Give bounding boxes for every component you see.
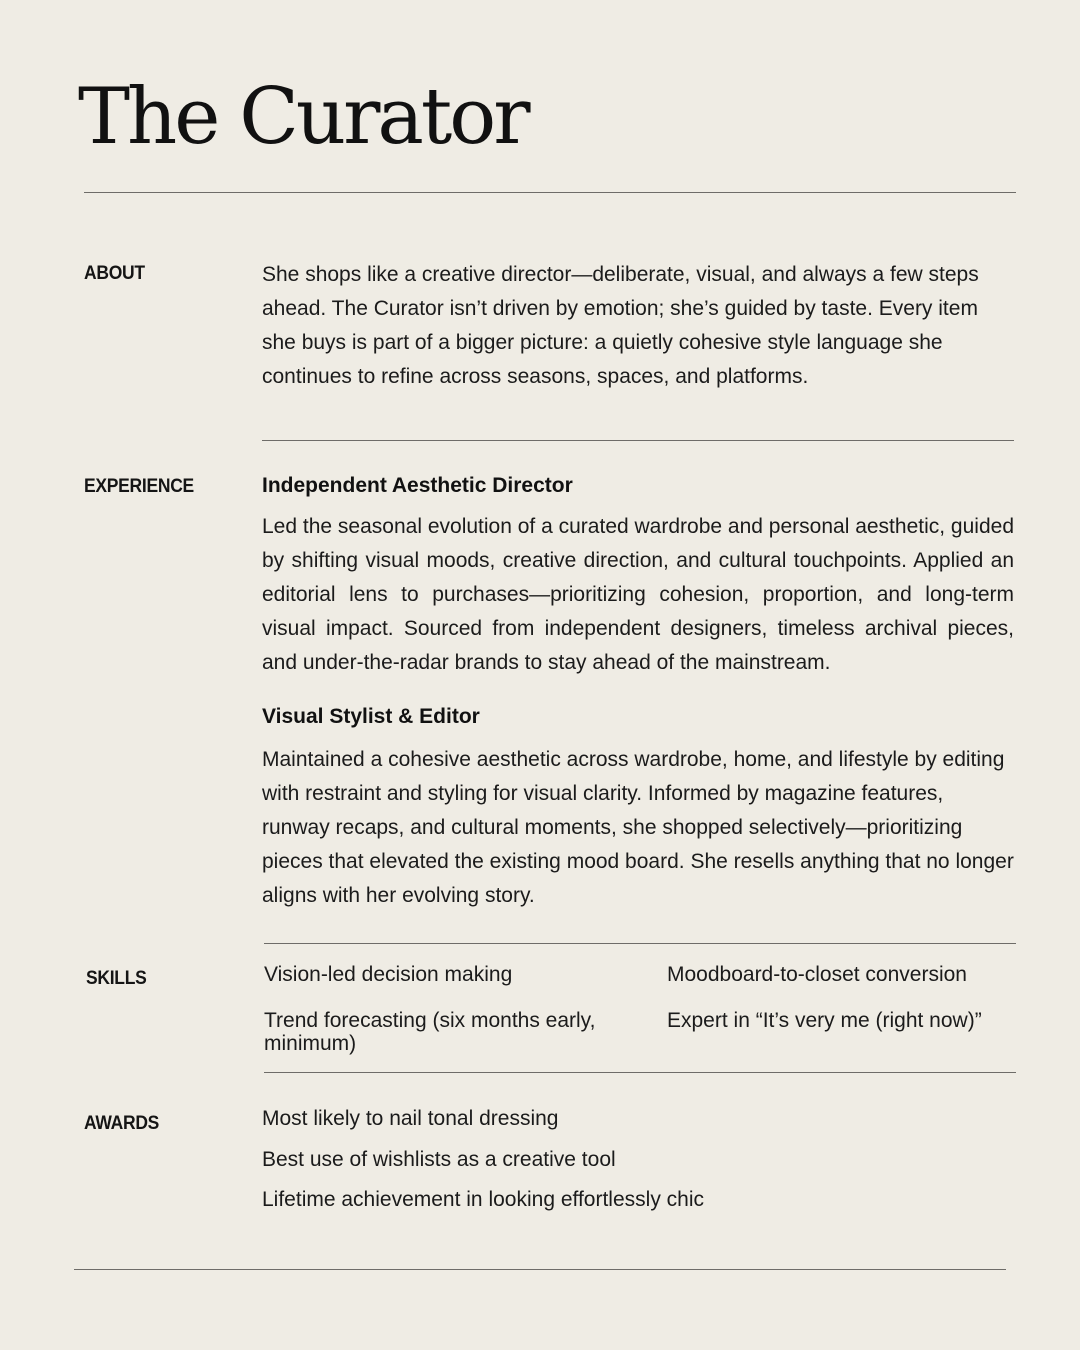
skill-item: Moodboard-to-closet conversion bbox=[667, 963, 967, 986]
experience-label: EXPERIENCE bbox=[84, 476, 194, 497]
about-label: ABOUT bbox=[84, 263, 145, 284]
role-description: Led the seasonal evolution of a curated wardrobe and personal aesthetic, guided by shifting visual moods, creative direction, and cultural touchpoints. Applied an editorial lens to purchases—prioritizing cohesion, proportion, and long-term visual impact. Sourced from independent designers, timeless archival pieces, and under-the-radar brands to stay ahead of the mainstream. bbox=[262, 515, 1014, 674]
footer-divider bbox=[74, 1269, 1006, 1270]
skill-item: Vision-led decision making bbox=[264, 963, 513, 986]
award-item: Best use of wishlists as a creative tool bbox=[262, 1148, 616, 1171]
about-divider bbox=[262, 440, 1014, 441]
experience-divider bbox=[264, 943, 1016, 944]
award-item: Lifetime achievement in looking effortlessly chic bbox=[262, 1188, 704, 1211]
role-title: Visual Stylist & Editor bbox=[262, 705, 480, 728]
role-description: Maintained a cohesive aesthetic across wardrobe, home, and lifestyle by editing with restraint and styling for visual clarity. Informed by magazine features, runway recaps, and cultural moments, she shopped selectively—prioritizing pieces that elevated the existing mood board. She resells anything that no longer aligns with her evolving story. bbox=[262, 748, 1014, 907]
skill-item: Expert in “It’s very me (right now)” bbox=[667, 1009, 982, 1032]
about-text: She shops like a creative director—deliberate, visual, and always a few steps ahead. The Curator isn’t driven by emotion; she’s guided by taste. Every item she buys is part of a bigger picture: a quietly cohesive style language she continues to refine across seasons, spaces, and platforms. bbox=[262, 263, 979, 388]
award-item: Most likely to nail tonal dressing bbox=[262, 1107, 559, 1130]
awards-label: AWARDS bbox=[84, 1113, 160, 1134]
role-title: Independent Aesthetic Director bbox=[262, 474, 573, 497]
title-divider bbox=[84, 192, 1016, 193]
skills-divider bbox=[264, 1072, 1016, 1073]
skill-item: Trend forecasting (six months early, minimum) bbox=[264, 1009, 596, 1055]
skills-label: SKILLS bbox=[86, 968, 147, 989]
page-title: The Curator bbox=[78, 72, 528, 162]
